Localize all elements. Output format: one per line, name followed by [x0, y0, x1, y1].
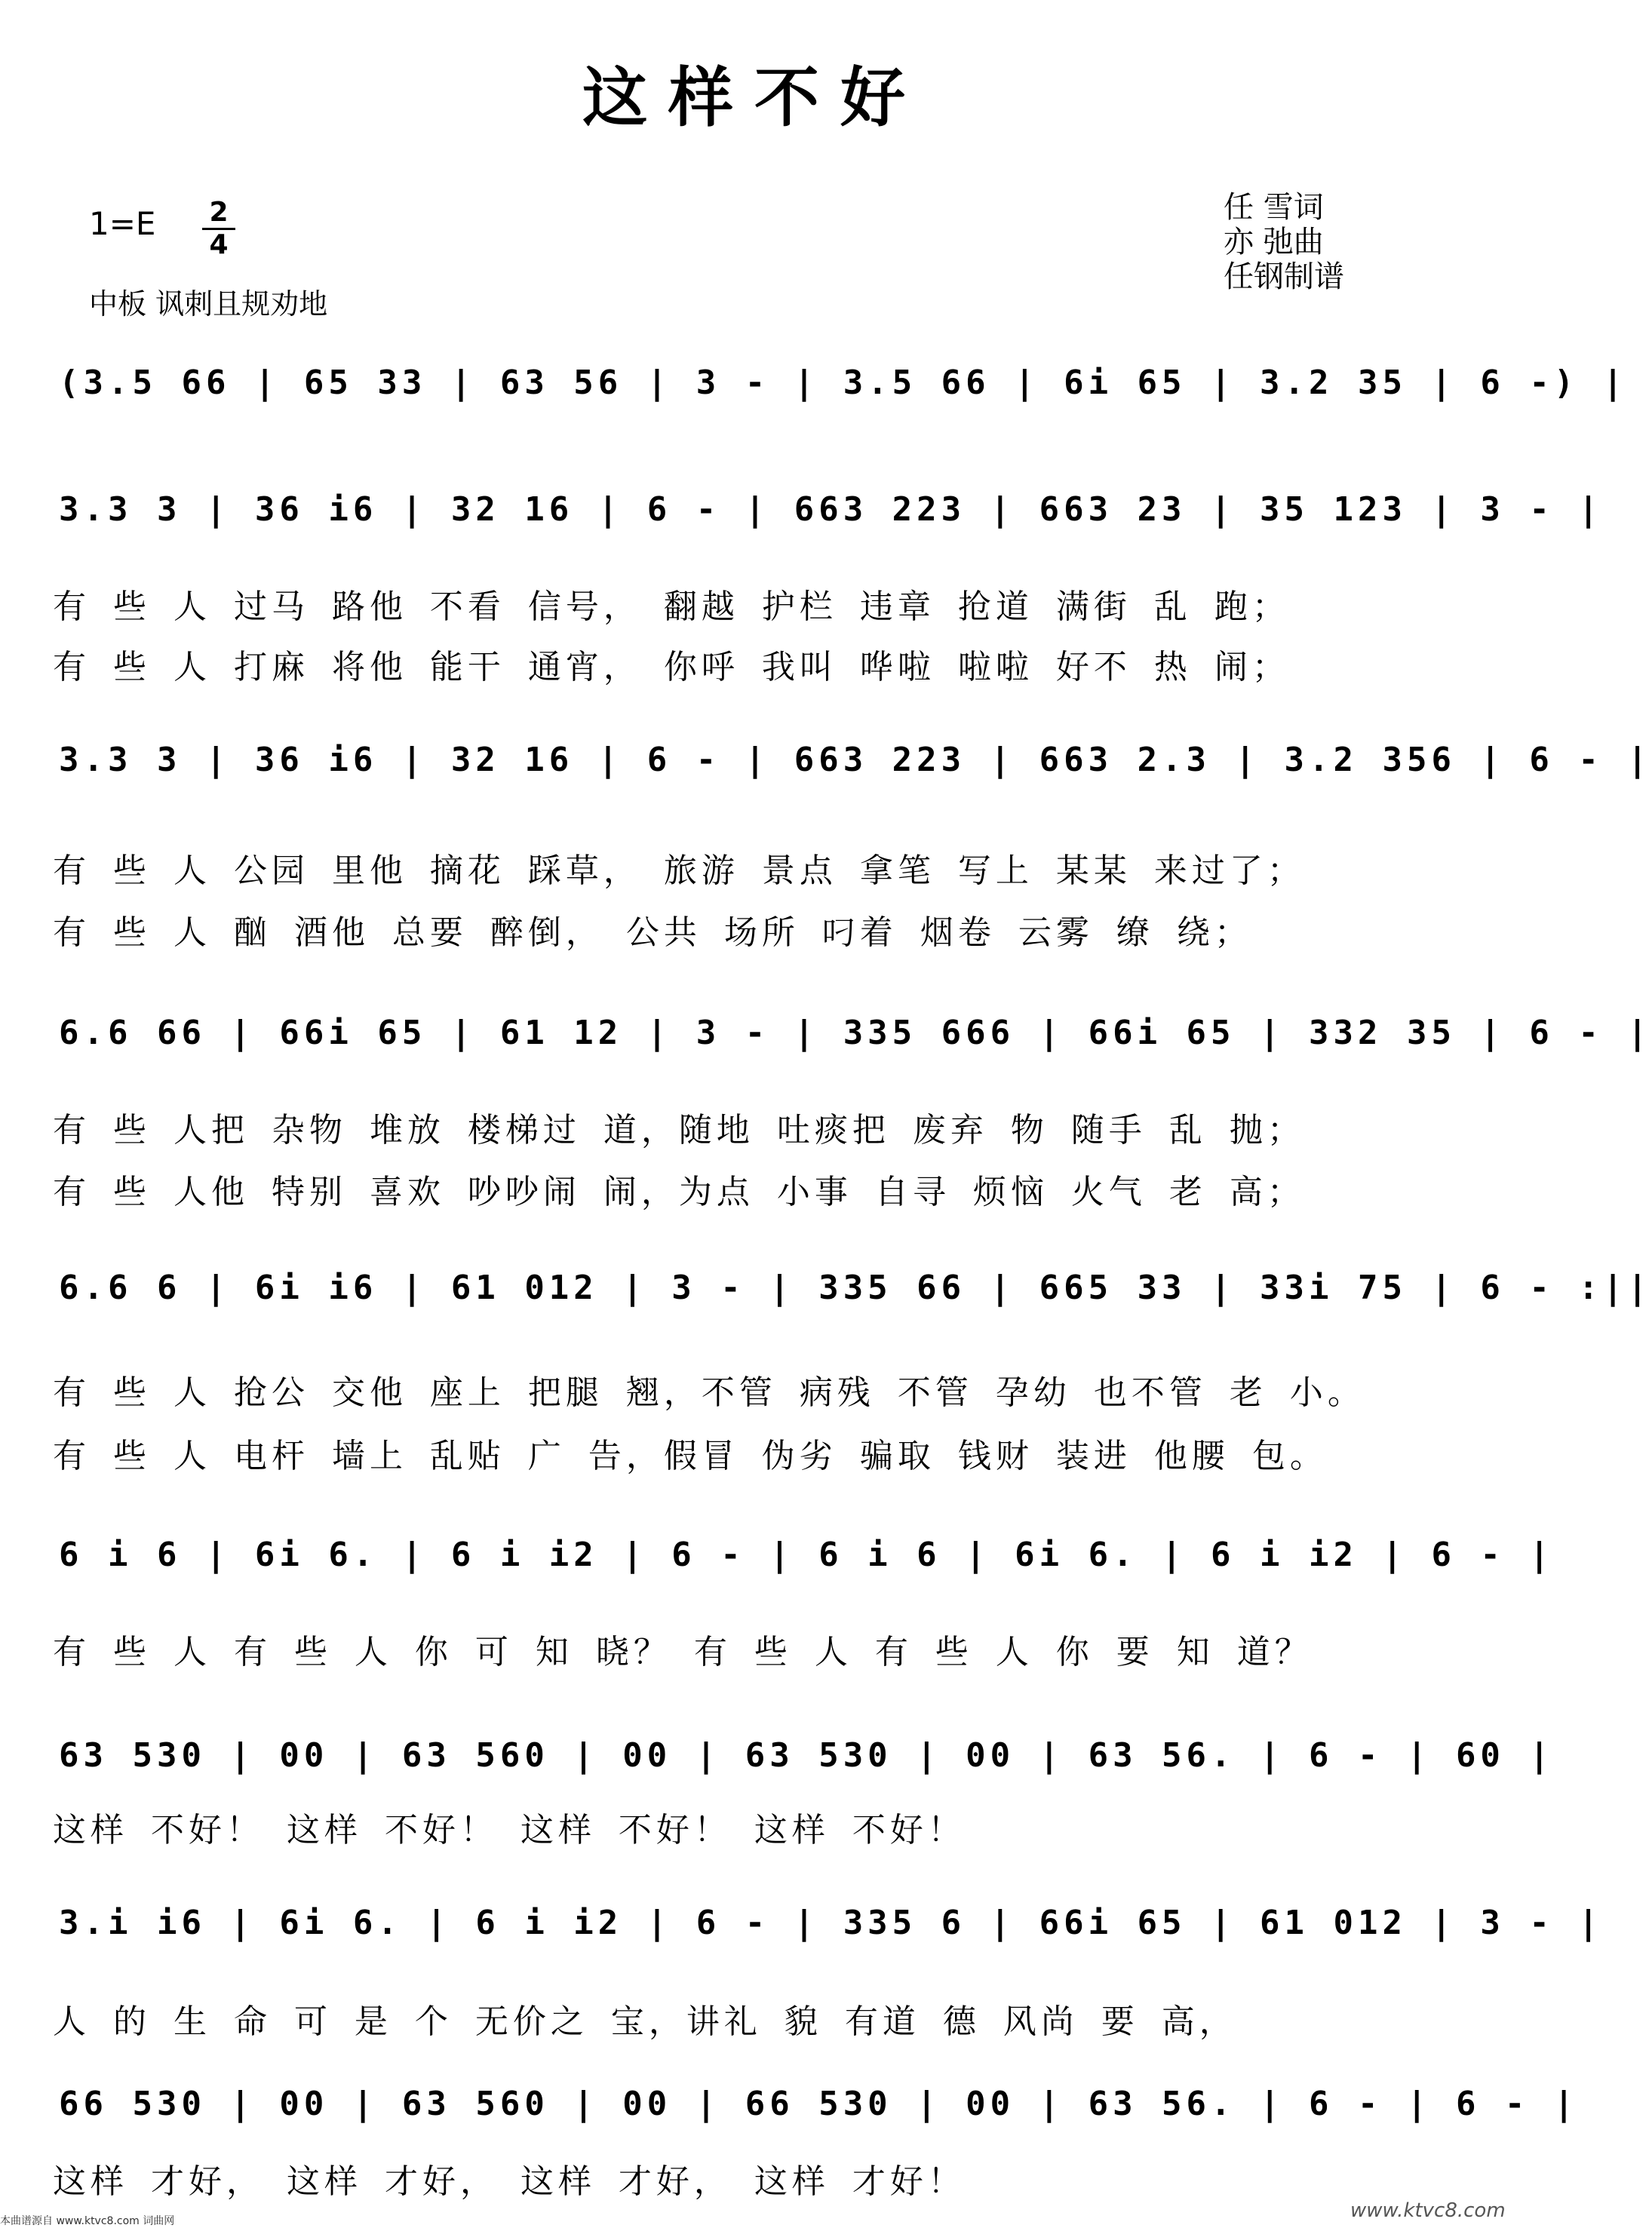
notation-line: 6 i 6 | 6i 6. | 6 i i2 | 6 - | 6 i 6 | 6i 6. | 6 i i2 | 6 - |	[59, 1536, 1554, 1574]
lyric-line: 这样 不好！ 这样 不好！ 这样 不好！ 这样 不好！	[53, 1811, 966, 1849]
lyric-line: 有 些 人把 杂物 堆放 楼梯过 道，随地 吐痰把 废弃 物 随手 乱 抛；	[53, 1111, 1305, 1149]
lyric-line: 有 些 人 有 些 人 你 可 知 晓？ 有 些 人 有 些 人 你 要 知 道？	[53, 1633, 1313, 1671]
meter-bottom: 4	[209, 229, 229, 260]
meter-top: 2	[202, 198, 235, 230]
lyric-line: 有 些 人 抢公 交他 座上 把腿 翘，不管 病残 不管 孕幼 也不管 老 小。	[53, 1373, 1365, 1412]
time-signature	[202, 198, 235, 260]
notation-line: 63 530 | 00 | 63 560 | 00 | 63 530 | 00 | 63 56. | 6 - | 60 |	[59, 1736, 1554, 1775]
lyric-line: 有 些 人 酗 酒他 总要 醉倒， 公共 场所 叼着 烟卷 云雾 缭 绕；	[53, 913, 1252, 952]
notation-line: 3.i i6 | 6i 6. | 6 i i2 | 6 - | 335 6 | 66i 65 | 61 012 | 3 - |	[59, 1904, 1603, 1942]
notation-line: 6.6 6 | 6i i6 | 61 012 | 3 - | 335 66 | 665 33 | 33i 75 | 6 - :||	[59, 1269, 1652, 1307]
lyricist: 任 雪词	[1224, 190, 1324, 225]
lyric-line: 有 些 人 打麻 将他 能干 通宵， 你呼 我叫 哗啦 啦啦 好不 热 闹；	[53, 648, 1290, 686]
composer: 亦 弛曲	[1224, 225, 1324, 259]
lyric-line: 有 些 人 过马 路他 不看 信号， 翻越 护栏 违章 抢道 满街 乱 跑；	[53, 588, 1290, 626]
watermark: www.ktvc8.com	[1350, 2199, 1506, 2222]
notation-line: (3.5 66 | 65 33 | 63 56 | 3 - | 3.5 66 | 6i 65 | 3.2 35 | 6 -) |	[59, 364, 1628, 402]
lyric-line: 有 些 人 电杆 墙上 乱贴 广 告，假冒 伪劣 骗取 钱财 装进 他腰 包。	[53, 1437, 1328, 1475]
arranger: 任钢制谱	[1224, 259, 1344, 294]
page-title: 这样不好	[582, 60, 926, 136]
notation-line: 3.3 3 | 36 i6 | 32 16 | 6 - | 663 223 | 663 2.3 | 3.2 356 | 6 - |	[59, 741, 1652, 779]
lyric-line: 有 些 人他 特别 喜欢 吵吵闹 闹，为点 小事 自寻 烦恼 火气 老 高；	[53, 1173, 1305, 1211]
lyric-line: 这样 才好， 这样 才好， 这样 才好， 这样 才好！	[53, 2162, 966, 2201]
notation-line: 3.3 3 | 36 i6 | 32 16 | 6 - | 663 223 | 663 23 | 35 123 | 3 - |	[59, 490, 1603, 529]
notation-line: 66 530 | 00 | 63 560 | 00 | 66 530 | 00 | 63 56. | 6 - | 6 - |	[59, 2085, 1579, 2123]
footer-note: 本曲谱源自 www.ktvc8.com 词曲网	[0, 2215, 175, 2227]
lyric-line: 人 的 生 命 可 是 个 无价之 宝，讲礼 貌 有道 德 风尚 要 高，	[53, 2002, 1237, 2041]
lyric-line: 有 些 人 公园 里他 摘花 踩草， 旅游 景点 拿笔 写上 某某 来过了；	[53, 852, 1305, 890]
notation-line: 6.6 66 | 66i 65 | 61 12 | 3 - | 335 666 | 66i 65 | 332 35 | 6 - |	[59, 1014, 1652, 1052]
credits	[1224, 190, 1344, 294]
tempo-marking: 中板 讽刺且规劝地	[89, 287, 328, 321]
key-signature: 1=E	[89, 205, 156, 242]
